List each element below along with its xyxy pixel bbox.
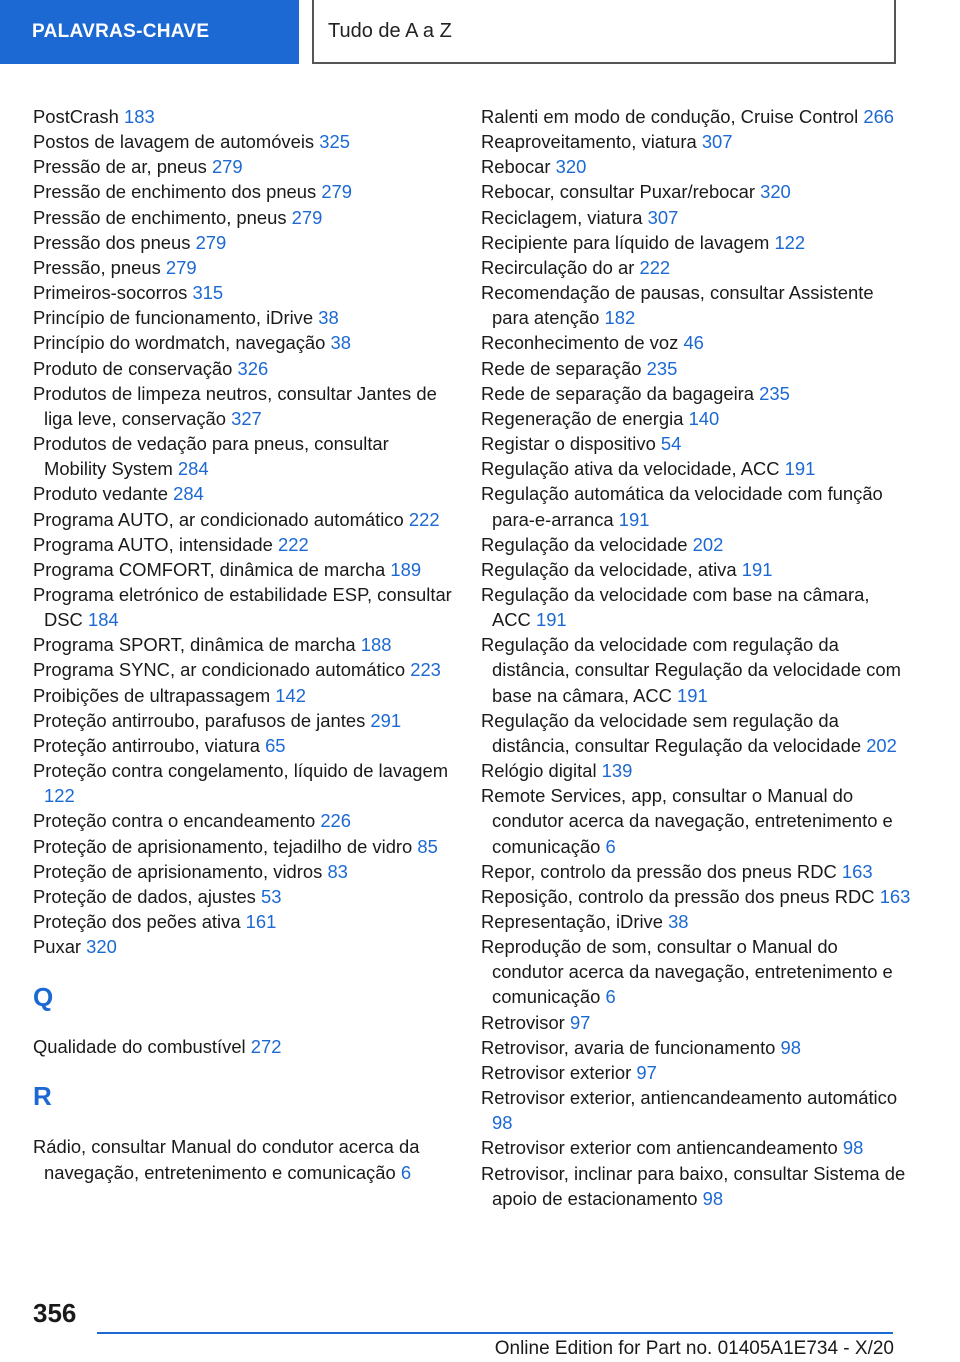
index-entry-text: Ralenti em modo de condução, Cruise Control: [481, 106, 859, 127]
index-entry-text: Rede de separação da bagageira: [481, 382, 755, 404]
page-reference-link[interactable]: 266: [863, 106, 895, 127]
index-entry: [481, 154, 911, 179]
index-entry-text: Programa SYNC, ar condicionado automático: [33, 659, 406, 681]
entries-p: [33, 104, 453, 959]
index-entry: [481, 1035, 911, 1060]
index-entry: [481, 381, 911, 406]
page-reference-link[interactable]: 315: [192, 282, 224, 304]
index-column-right: [481, 104, 911, 1211]
index-entry: [481, 1010, 911, 1035]
index-entry: [33, 834, 453, 859]
index-entry-text: Representação, iDrive: [481, 911, 663, 932]
index-entry-text: Pressão de ar, pneus: [33, 156, 207, 178]
index-entry: [33, 1134, 453, 1184]
page-reference-link[interactable]: 184: [87, 609, 119, 631]
index-entry: [33, 305, 453, 330]
letter-heading-r: R: [33, 1081, 52, 1112]
index-entry-text: Retrovisor exterior, antiencandeamento automático: [481, 1087, 898, 1109]
index-entry: [481, 481, 911, 531]
page-reference-link[interactable]: 6: [605, 835, 616, 857]
index-entry-text: Reprodução de som, consultar o Manual do condutor acerca da navegação, entretenimento e comunicação: [481, 936, 893, 1008]
index-entry: [481, 1085, 911, 1135]
page-reference-link[interactable]: 85: [417, 835, 438, 857]
index-entry-text: Programa AUTO, intensidade: [33, 533, 273, 555]
index-entry: [481, 255, 911, 280]
index-entry-text: Remote Services, app, consultar o Manual do condutor acerca da navegação, entretenimento e comunicação: [481, 785, 893, 857]
index-entry: [481, 708, 911, 758]
index-entry-text: Regulação ativa da velocidade, ACC: [481, 458, 780, 480]
index-entry: [33, 532, 453, 557]
index-entry: [481, 431, 911, 456]
letter-heading-q: Q: [33, 982, 54, 1013]
index-entry: [481, 1161, 911, 1211]
index-entry-text: Rádio, consultar Manual do condutor acerca da navegação, entretenimento e comunicação: [33, 1136, 420, 1183]
index-entry-text: Pressão, pneus: [33, 256, 161, 278]
page-reference-link[interactable]: 98: [780, 1036, 802, 1058]
index-entry-text: Regeneração de energia: [481, 407, 684, 429]
index-entry: [33, 481, 453, 506]
footer-edition-text: Online Edition for Part no. 01405A1E734 - X/20: [494, 1338, 894, 1359]
index-entry: [481, 582, 911, 632]
index-entry: [481, 179, 911, 204]
page-reference-link[interactable]: 182: [604, 307, 636, 329]
page-reference-link[interactable]: 279: [165, 256, 197, 278]
index-entry: [481, 532, 911, 557]
index-entry: [33, 557, 453, 582]
index-entry: [481, 230, 911, 255]
index-entry: [33, 431, 453, 481]
index-entry: [33, 859, 453, 884]
index-entry: [33, 179, 453, 204]
page-reference-link[interactable]: 46: [683, 332, 704, 354]
index-entry-text: Retrovisor exterior: [481, 1061, 632, 1083]
page-reference-link[interactable]: 188: [360, 634, 392, 656]
index-entry: [33, 1034, 453, 1059]
index-entry: [33, 507, 453, 532]
page-reference-link[interactable]: 139: [601, 760, 633, 782]
index-entry-text: Proteção antirroubo, parafusos de jantes: [33, 709, 366, 731]
index-entry: [33, 104, 453, 129]
page-reference-link[interactable]: 320: [760, 181, 791, 203]
index-entry-text: Princípio de funcionamento, iDrive: [33, 307, 314, 329]
page-reference-link[interactable]: 163: [841, 860, 873, 882]
entries-r: [33, 1134, 453, 1184]
index-entry: [481, 859, 911, 884]
page-reference-link[interactable]: 122: [44, 785, 75, 807]
index-entry: [481, 909, 911, 934]
page-reference-link[interactable]: 284: [177, 458, 209, 480]
section-tab-palavras-chave[interactable]: PALAVRAS-CHAVE: [0, 0, 299, 64]
page-reference-link[interactable]: 163: [879, 885, 911, 907]
page-reference-link[interactable]: 235: [646, 357, 678, 379]
entries-right: [481, 104, 911, 1211]
index-entry-text: Rede de separação: [481, 357, 642, 379]
page-reference-link[interactable]: 6: [605, 986, 616, 1008]
index-entry: [481, 129, 911, 154]
index-entry: [481, 330, 911, 355]
index-entry-text: Regulação da velocidade: [481, 533, 688, 555]
index-entry-text: Pressão dos pneus: [33, 231, 191, 253]
page-number: 356: [33, 1298, 77, 1328]
index-entry-text: Registar o dispositivo: [481, 433, 656, 455]
page-reference-link[interactable]: 222: [408, 508, 440, 530]
index-entry: [481, 934, 911, 1009]
index-entry: [481, 406, 911, 431]
index-entry-text: Regulação da velocidade com base na câmara, ACC: [481, 583, 870, 631]
index-entry-text: Reciclagem, viatura: [481, 206, 643, 228]
index-entry-text: Produto de conservação: [33, 357, 233, 379]
index-entry-text: Pressão de enchimento, pneus: [33, 206, 287, 228]
page-reference-link[interactable]: 38: [318, 307, 339, 329]
page-reference-link[interactable]: 142: [275, 684, 306, 706]
index-entry-text: Programa eletrónico de estabilidade ESP, consultar DSC: [33, 583, 452, 631]
index-entry-text: Proteção dos peões ativa: [33, 911, 241, 932]
index-entry-text: Programa COMFORT, dinâmica de marcha: [33, 558, 386, 580]
page-reference-link[interactable]: 279: [291, 206, 323, 228]
page-reference-link[interactable]: 235: [759, 382, 790, 404]
index-entry: [33, 154, 453, 179]
page-reference-link[interactable]: 122: [774, 231, 806, 253]
index-entry: [33, 582, 453, 632]
index-entry-text: Reaproveitamento, viatura: [481, 131, 697, 153]
page-reference-link[interactable]: 279: [195, 231, 227, 253]
index-entry: [33, 884, 453, 909]
page-reference-link[interactable]: 202: [866, 734, 897, 756]
index-entry-text: Proteção contra o encandeamento: [33, 810, 316, 832]
page-reference-link[interactable]: 279: [211, 156, 243, 178]
index-entry: [33, 381, 453, 431]
index-entry-text: Princípio do wordmatch, navegação: [33, 332, 326, 354]
page-reference-link[interactable]: 191: [784, 458, 816, 480]
index-entry-text: Regulação da velocidade sem regulação da distância, consultar Regulação da velocidade: [481, 709, 862, 756]
index-entry: [33, 733, 453, 758]
page-reference-link[interactable]: 272: [250, 1036, 282, 1058]
index-entry: [33, 808, 453, 833]
index-entry-text: Retrovisor, inclinar para baixo, consultar Sistema de apoio de estacionamento: [481, 1162, 906, 1209]
page-reference-link[interactable]: 161: [245, 911, 277, 932]
index-entry-text: Reposição, controlo da pressão dos pneus RDC: [481, 885, 875, 907]
index-entry-text: Qualidade do combustível: [33, 1036, 246, 1058]
index-entry-text: Regulação da velocidade, ativa: [481, 558, 737, 580]
index-entry-text: Regulação automática da velocidade com função para-e-arranca: [481, 483, 883, 530]
index-entry-text: Primeiros-socorros: [33, 282, 188, 304]
index-entry-text: Repor, controlo da pressão dos pneus RDC: [481, 860, 837, 882]
index-entry-text: Pressão de enchimento dos pneus: [33, 181, 317, 203]
page-reference-link[interactable]: 191: [618, 508, 650, 530]
index-entry-text: Produto vedante: [33, 483, 168, 505]
index-entry: [33, 934, 453, 959]
page-reference-link[interactable]: 307: [647, 206, 679, 228]
page-reference-link[interactable]: 327: [231, 407, 262, 429]
index-entry: [33, 280, 453, 305]
index-entry: [33, 683, 453, 708]
index-entry-text: Postos de lavagem de automóveis: [33, 131, 315, 153]
index-entry-text: Proteção contra congelamento, líquido de lavagem: [33, 760, 449, 782]
page-reference-link[interactable]: 98: [842, 1137, 864, 1159]
page-reference-link[interactable]: 98: [492, 1112, 513, 1134]
index-entry-text: Puxar: [33, 936, 82, 958]
index-entry-text: Proteção antirroubo, viatura: [33, 734, 260, 756]
index-entry: [33, 205, 453, 230]
page-reference-link[interactable]: 326: [237, 357, 269, 379]
page-reference-link[interactable]: 191: [535, 609, 567, 631]
page-reference-link[interactable]: 6: [400, 1161, 412, 1183]
index-entry: [481, 632, 911, 707]
page-reference-link[interactable]: 38: [668, 911, 689, 932]
page-reference-link[interactable]: 325: [319, 131, 350, 153]
index-entry-text: Proteção de aprisionamento, tejadilho de vidro: [33, 835, 413, 857]
page-reference-link[interactable]: 98: [702, 1187, 724, 1209]
index-entry: [481, 1060, 911, 1085]
index-entry-text: Programa AUTO, ar condicionado automático: [33, 508, 404, 530]
entries-q: [33, 1034, 453, 1059]
index-entry-text: Programa SPORT, dinâmica de marcha: [33, 634, 356, 656]
page-reference-link[interactable]: 38: [330, 332, 351, 354]
index-entry-text: Recipiente para líquido de lavagem: [481, 231, 770, 253]
index-entry-text: Rebocar, consultar Puxar/rebocar: [481, 181, 755, 203]
index-entry-text: Proteção de dados, ajustes: [33, 885, 256, 907]
index-entry: [481, 758, 911, 783]
index-column-left: [33, 104, 453, 1185]
title-tab-tudo-de-a-a-z[interactable]: Tudo de A a Z: [312, 0, 896, 64]
page-reference-link[interactable]: 223: [410, 659, 441, 681]
index-entry: [33, 330, 453, 355]
page-reference-link[interactable]: 226: [320, 810, 351, 832]
page-reference-link[interactable]: 320: [86, 936, 117, 958]
index-entry: [481, 884, 911, 909]
page-reference-link[interactable]: 222: [639, 256, 671, 278]
index-entry: [33, 632, 453, 657]
index-entry: [481, 1135, 911, 1160]
index-entry-text: Produtos de vedação para pneus, consultar Mobility System: [33, 433, 389, 480]
page-reference-link[interactable]: 97: [569, 1011, 591, 1033]
page-reference-link[interactable]: 279: [321, 181, 353, 203]
index-entry-text: Produtos de limpeza neutros, consultar Jantes de liga leve, conservação: [33, 382, 437, 429]
page-reference-link[interactable]: 284: [173, 483, 204, 505]
page-reference-link[interactable]: 83: [327, 860, 348, 882]
index-entry-text: PostCrash: [33, 106, 119, 127]
index-entry: [481, 280, 911, 330]
page-reference-link[interactable]: 320: [555, 156, 587, 178]
page-reference-link[interactable]: 291: [370, 709, 402, 731]
page-reference-link[interactable]: 222: [278, 533, 309, 555]
index-entry: [481, 783, 911, 858]
page-reference-link[interactable]: 202: [692, 533, 724, 555]
index-entry-text: Proteção de aprisionamento, vidros: [33, 860, 323, 882]
index-entry: [33, 230, 453, 255]
index-entry-text: Recomendação de pausas, consultar Assistente para atenção: [481, 282, 874, 329]
index-entry: [481, 205, 911, 230]
index-entry: [481, 356, 911, 381]
index-entry: [33, 758, 453, 808]
footer-divider: [97, 1332, 893, 1334]
index-entry-text: Rebocar: [481, 156, 551, 178]
page-reference-link[interactable]: 189: [390, 558, 422, 580]
page-reference-link[interactable]: 191: [677, 684, 708, 706]
index-entry: [33, 356, 453, 381]
index-entry: [33, 708, 453, 733]
page-reference-link[interactable]: 191: [741, 558, 773, 580]
page-reference-link[interactable]: 183: [123, 106, 155, 127]
page-reference-link[interactable]: 97: [636, 1061, 657, 1083]
index-entry-text: Retrovisor exterior com antiencandeamento: [481, 1137, 838, 1159]
page-reference-link[interactable]: 54: [660, 433, 682, 455]
index-entry-text: Retrovisor: [481, 1011, 565, 1033]
index-entry: [481, 456, 911, 481]
page-reference-link[interactable]: 140: [688, 407, 720, 429]
page-reference-link[interactable]: 307: [701, 131, 733, 153]
index-entry-text: Relógio digital: [481, 760, 597, 782]
index-entry: [481, 557, 911, 582]
page-reference-link[interactable]: 65: [265, 734, 286, 756]
index-entry: [481, 104, 911, 129]
index-entry: [33, 909, 453, 934]
index-entry-text: Reconhecimento de voz: [481, 332, 679, 354]
index-entry: [33, 255, 453, 280]
index-entry: [33, 129, 453, 154]
index-entry-text: Recirculação do ar: [481, 256, 635, 278]
index-entry-text: Proibições de ultrapassagem: [33, 684, 271, 706]
index-entry: [33, 657, 453, 682]
page-reference-link[interactable]: 53: [261, 885, 282, 907]
index-entry-text: Retrovisor, avaria de funcionamento: [481, 1036, 776, 1058]
index-entry-text: Regulação da velocidade com regulação da distância, consultar Regulação da velocidade com base na câmara, ACC: [481, 634, 901, 706]
